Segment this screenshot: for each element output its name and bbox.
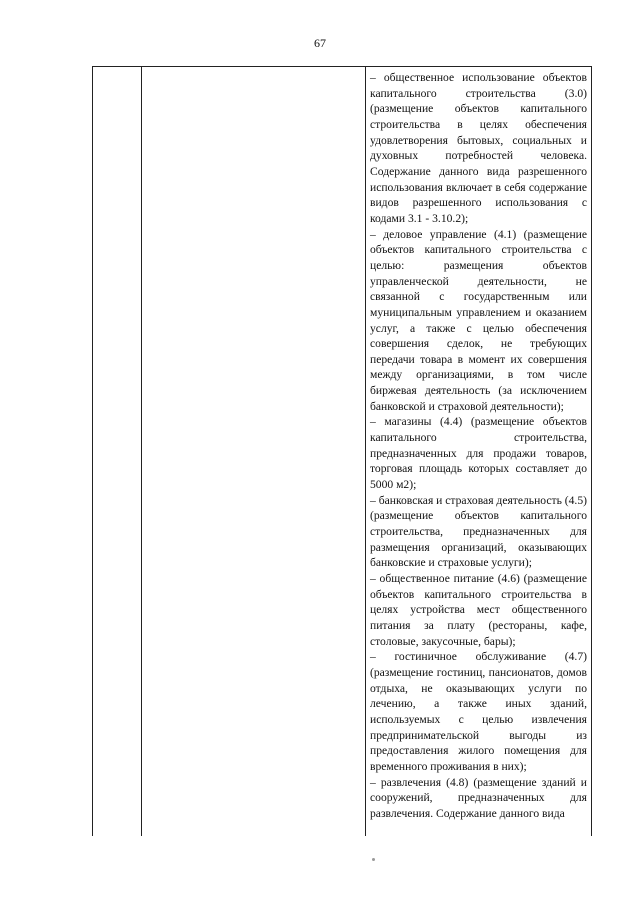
- land-use-description-cell: [370, 70, 587, 822]
- land-use-item: – развлечения (4.8) (размещение зданий и сооружений, предназначенных для развлечения. Содержание данного вида: [370, 775, 587, 820]
- column-divider: [141, 67, 142, 836]
- land-use-item: – общественное использование объектов капитального строительства (3.0) (размещение объектов капитального строительства в целях обеспечения удовлетворения бытовых, социальных и духовных потребностей человека. Содержание данного вида разрешенного использования включает в себя содержание видов разрешенного использования с кодами 3.1 - 3.10.2);: [370, 71, 587, 225]
- column-divider: [365, 67, 366, 836]
- land-use-item: – общественное питание (4.6) (размещение объектов капитального строительства в целях устройства мест общественного питания за плату (рестораны, кафе, столовые, закусочные, бары);: [370, 572, 587, 648]
- document-table: [92, 66, 592, 836]
- land-use-item: – банковская и страховая деятельность (4.5) (размещение объектов капитального строительства, предназначенных для размещения организаций, оказывающих банковские и страховые услуги);: [370, 493, 587, 570]
- land-use-item: – деловое управление (4.1) (размещение объектов капитального строительства с целью: размещения объектов управленческой деятельности, не связанной с государственным или муниципальным управлением и оказанием услуг, а также с целью обеспечения совершения сделок, не требующих передачи товара в момент их совершения между организациями, в том числе биржевая деятельность (за исключением банковской и страховой деятельности);: [370, 227, 587, 413]
- land-use-item: – магазины (4.4) (размещение объектов капитального строительства, предназначенных для продажи товаров, торговая площадь которых составляет до 5000 м2);: [370, 415, 587, 492]
- scan-artifact: [372, 858, 375, 861]
- page-number: 67: [314, 36, 326, 50]
- land-use-item: – гостиничное обслуживание (4.7) (размещение гостиниц, пансионатов, домов отдыха, не оказывающих услуги по лечению, а также иных зданий, используемых с целью извлечения предпринимательской выгоды из предоставления жилого помещения для временного проживания в них);: [370, 650, 587, 773]
